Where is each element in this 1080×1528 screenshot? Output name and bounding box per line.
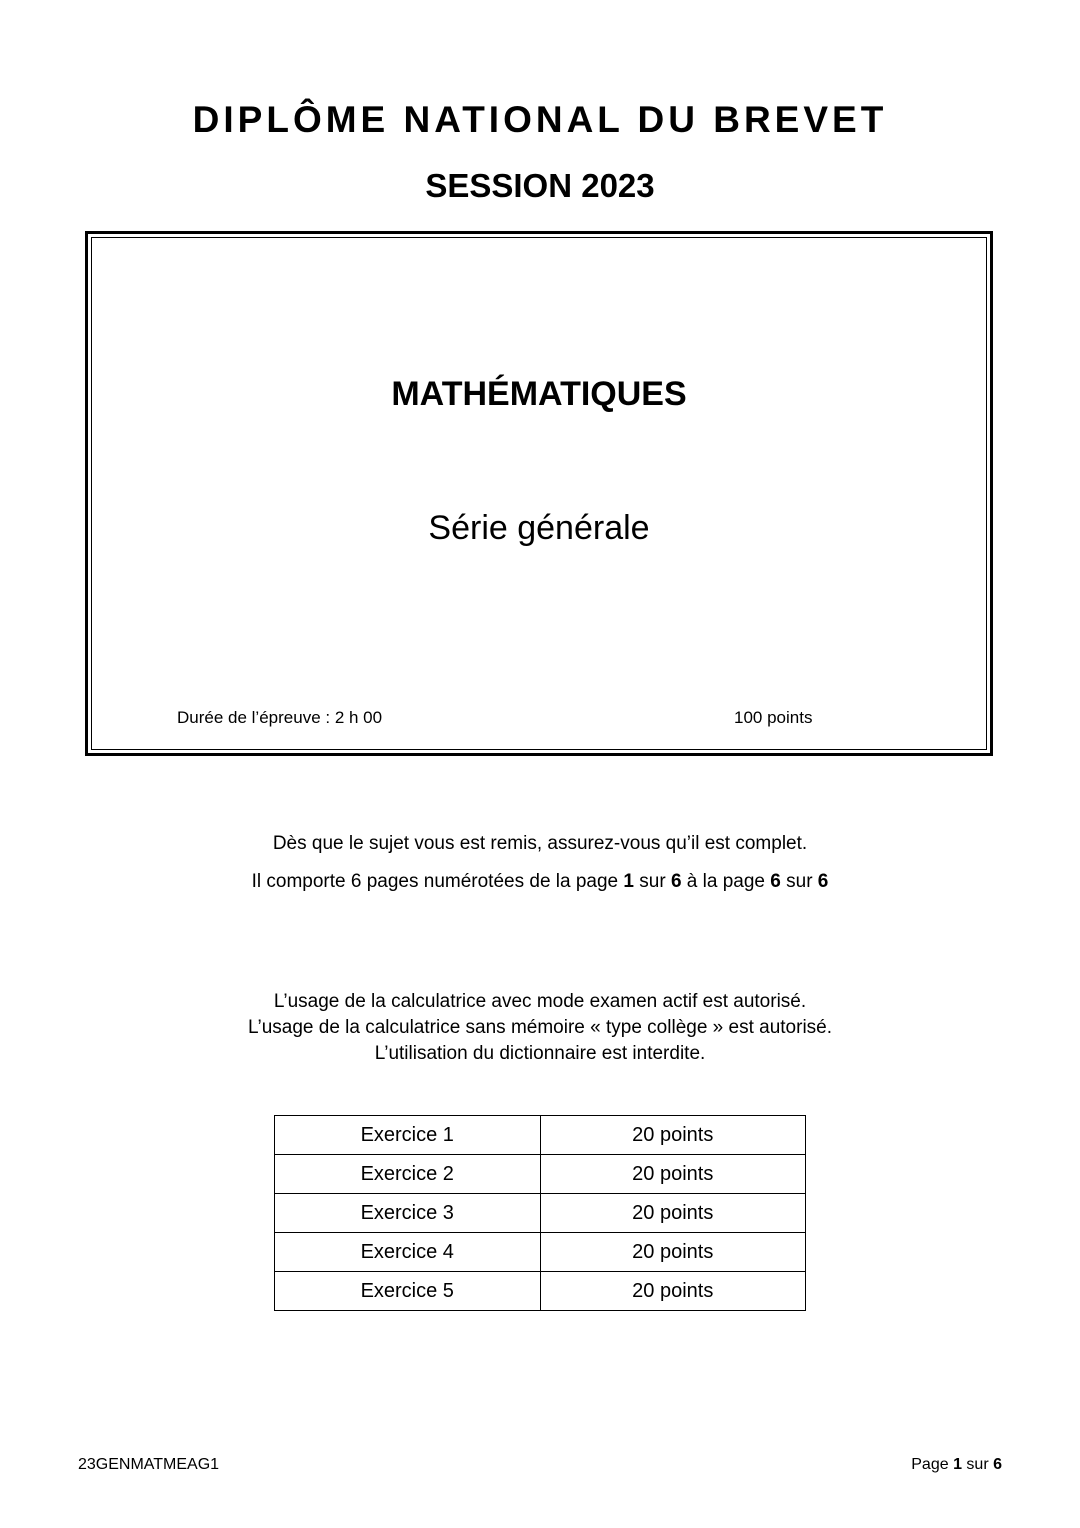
total-points: 100 points — [734, 708, 813, 727]
table-row — [275, 1155, 806, 1194]
exercise-name: Exercice 4 — [275, 1233, 541, 1272]
table-row — [275, 1233, 806, 1272]
page-number: Page 1 sur 6 — [911, 1456, 1002, 1473]
exercise-name: Exercice 3 — [275, 1194, 541, 1233]
completeness-notice: Dès que le sujet vous est remis, assurez-vous qu’il est complet. — [272, 833, 808, 854]
session-title: SESSION 2023 — [425, 167, 655, 204]
exercise-points: 20 points — [540, 1116, 806, 1155]
table-row — [275, 1116, 806, 1155]
subject-title: MATHÉMATIQUES — [391, 375, 687, 413]
calculator-college-rule: L’usage de la calculatrice sans mémoire « type collège » est autorisé. — [247, 1017, 833, 1038]
exercise-points: 20 points — [540, 1194, 806, 1233]
exam-title: DIPLÔME NATIONAL DU BREVET — [192, 99, 888, 140]
table-row — [275, 1272, 806, 1311]
points-table — [274, 1115, 806, 1311]
exam-duration: Durée de l’épreuve : 2 h 00 — [177, 708, 383, 727]
dictionary-rule: L’utilisation du dictionnaire est interdite. — [374, 1043, 706, 1064]
exercise-name: Exercice 5 — [275, 1272, 541, 1311]
exercise-name: Exercice 2 — [275, 1155, 541, 1194]
exercise-points: 20 points — [540, 1155, 806, 1194]
series-label: Série générale — [428, 509, 650, 547]
exercise-points: 20 points — [540, 1272, 806, 1311]
exercise-name: Exercice 1 — [275, 1116, 541, 1155]
calculator-exam-mode-rule: L’usage de la calculatrice avec mode examen actif est autorisé. — [273, 991, 807, 1012]
page-count-notice: Il comporte 6 pages numérotées de la page 1 sur 6 à la page 6 sur 6 — [251, 871, 829, 892]
exam-code: 23GENMATMEAG1 — [78, 1456, 220, 1473]
table-row — [275, 1194, 806, 1233]
title-box-inner-border — [91, 237, 987, 750]
exercise-points: 20 points — [540, 1233, 806, 1272]
